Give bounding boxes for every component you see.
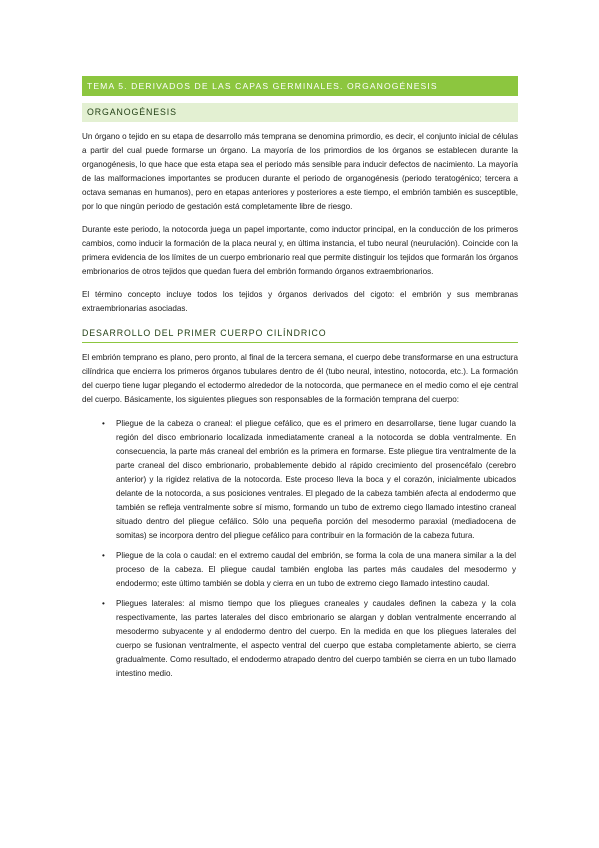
section-heading-cuerpo-cilindrico: DESARROLLO DEL PRIMER CUERPO CILÍNDRICO — [82, 328, 518, 343]
paragraph-embrion-temprano: El embrión temprano es plano, pero pronto, al final de la tercera semana, el cuerpo debe transformarse en una estructura cilíndrica que encierra los primeros órganos tubulares dentro de él (tubo neural, intestino, notocorda, etc.). La formación del cuerpo tiene lugar plegando el ectodermo alrededor de la notocorda, que permanece en el medio como el eje central del cuerpo. Básicamente, los siguientes pliegues son responsables de la formación temprana del cuerpo: — [82, 353, 518, 404]
list-item-pliegue-cabeza — [82, 417, 518, 543]
document-page — [82, 76, 518, 687]
list-item-text: Pliegue de la cola o caudal: en el extremo caudal del embrión, se forma la cola de una manera similar a la del proceso de la cabeza. El pliegue caudal también engloba las partes más caudales del mesodermo y endodermo; este último también se dobla y cierra en un tubo de extremo ciego llamado intestino caudal. — [116, 551, 516, 588]
list-item-text: Pliegues laterales: al mismo tiempo que los pliegues craneales y caudales definen la cabeza y la cola respectivamente, las partes laterales del disco embrionario se alargan y doblan ventralmente encerrando al mesodermo subyacente y al endodermo dentro del cuerpo. En la medida en que los pliegues laterales del cuerpo se fusionan ventralmente, el aspecto ventral del cuerpo que estaba completamente abierto, se cierra gradualmente. Como resultado, el endodermo atrapado dentro del cuerpo también se cierra en un tubo llamado intestino medio. — [116, 599, 516, 678]
list-item-pliegue-cola — [82, 549, 518, 591]
bullet-icon: • — [102, 599, 105, 608]
paragraph-notocorda: Durante este periodo, la notocorda juega un papel importante, como inductor principal, en la conducción de los primeros cambios, como inducir la formación de la placa neural y, en última instancia, el tubo neural (neurulación). Coincide con la primera evidencia de los límites de un cuerpo embrionario real que permite distinguir los tejidos que formarán los órganos embrionarios de otros tejidos que quedan fuera del embrión formando órganos extraembrionarios. — [82, 225, 518, 276]
paragraph-primordio: Un órgano o tejido en su etapa de desarrollo más temprana se denomina primordio, es decir, el conjunto inicial de células a partir del cual puede formarse un órgano. La mayoría de los primordios de los órganos se establecen durante la organogénesis, lo que hace que esta etapa sea el periodo más sensible para inducir defectos de nacimiento. La mayoría de las malformaciones importantes se producen durante el periodo de organogénesis (periodo teratogénico; tercera a octava semanas en humanos), pero en etapas anteriores y posteriores a este tiempo, el embrión también es susceptible, por lo que ningún periodo de gestación está completamente libre de riesgo. — [82, 132, 518, 211]
paragraph-concepto: El término concepto incluye todos los tejidos y órganos derivados del cigoto: el embrión y sus membranas extraembrionarias asociadas. — [82, 290, 518, 313]
list-item-pliegues-laterales — [82, 597, 518, 681]
list-item-text: Pliegue de la cabeza o craneal: el pliegue cefálico, que es el primero en desarrollarse, tiene lugar cuando la región del disco embrionario localizada inmediatamente craneal a la notocorda se dobla ventralmente. En consecuencia, la parte más craneal del embrión es la primera en formarse. Este pliegue tira ventralmente de la parte craneal del disco embrionario, probablemente debido al rápido crecimiento del prosencéfalo (cerebro anterior) y la rigidez relativa de la notocorda. Este proceso lleva la boca y el corazón, inicialmente ubicados delante de la notocorda, a sus posiciones ventrales. El plegado de la cabeza también afecta al endodermo que también se refleja ventralmente sobre sí mismo, formando un tubo de extremo ciego llamado intestino craneal situado dentro del pliegue cefálico. Sólo una pequeña porción del mesodermo paraxial (mediadocena de somitas) se incorpora dentro del pliegue cefálico para contribuir en la formación de la cabeza futura. — [116, 419, 516, 540]
pliegues-list — [82, 417, 518, 681]
section-heading-organogenesis: ORGANOGÉNESIS — [82, 103, 518, 122]
bullet-icon: • — [102, 551, 105, 560]
chapter-title-banner: TEMA 5. DERIVADOS DE LAS CAPAS GERMINALES. ORGANOGÉNESIS — [82, 76, 518, 96]
bullet-icon: • — [102, 419, 105, 428]
